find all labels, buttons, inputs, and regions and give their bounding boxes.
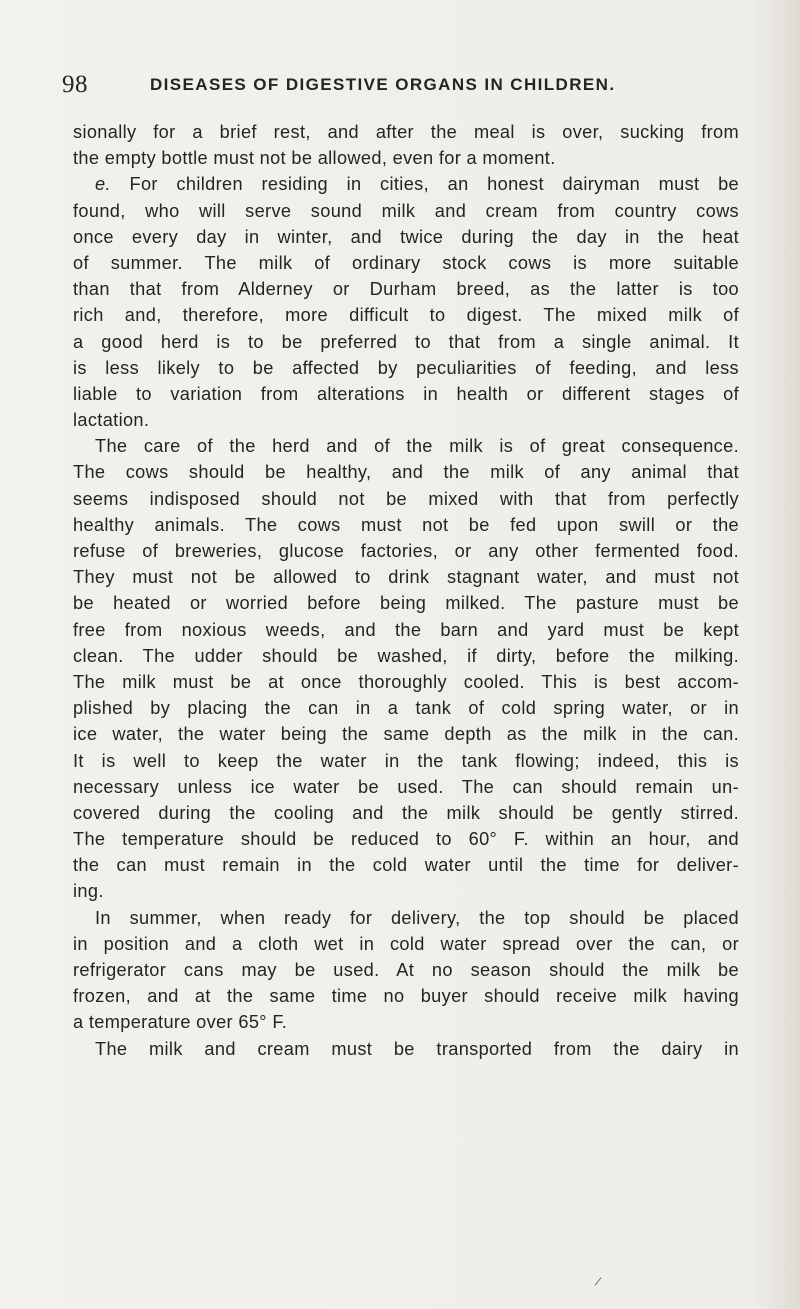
text-line (73, 1036, 739, 1062)
line-text: necessary unless ice water be used. The can should remain un- (73, 776, 739, 797)
line-text: The temperature should be reduced to 60° F. within an hour, and (73, 829, 739, 850)
line-text: once every day in winter, and twice during the day in the heat (73, 226, 739, 247)
line-text: found, who will serve sound milk and cream from country cows (73, 200, 739, 221)
page-edge-shadow (752, 0, 800, 1309)
text-line (73, 433, 739, 459)
line-text: lactation. (73, 410, 150, 431)
text-line (73, 852, 739, 878)
line-text: healthy animals. The cows must not be fed upon swill or the (73, 514, 739, 535)
text-line (73, 748, 739, 774)
text-line (73, 957, 739, 983)
line-text: The milk and cream must be transported from the dairy in (95, 1038, 739, 1059)
text-line (73, 590, 739, 616)
line-text: of summer. The milk of ordinary stock cows is more suitable (73, 252, 739, 273)
text-line (73, 145, 739, 171)
line-text: a temperature over 65° F. (73, 1012, 288, 1033)
text-line (73, 983, 739, 1009)
text-line (73, 538, 739, 564)
line-text: clean. The udder should be washed, if dirty, before the milking. (73, 645, 739, 666)
line-text: rich and, therefore, more difficult to digest. The mixed milk of (73, 305, 739, 326)
page-header (62, 70, 742, 100)
line-text: free from noxious weeds, and the barn and yard must be kept (73, 619, 739, 640)
line-text: be heated or worried before being milked. The pasture must be (73, 593, 739, 614)
text-line (73, 512, 739, 538)
text-line (73, 224, 739, 250)
line-text: ice water, the water being the same depth as the milk in the can. (73, 724, 739, 745)
line-text: than that from Alderney or Durham breed, as the latter is too (73, 279, 739, 300)
line-text: refuse of breweries, glucose factories, or any other fermented food. (73, 541, 739, 561)
text-line (73, 119, 739, 145)
text-line (73, 459, 739, 485)
text-line (73, 721, 739, 747)
text-line (73, 250, 739, 276)
text-line (73, 774, 739, 800)
text-line (73, 800, 739, 826)
text-line (73, 669, 739, 695)
line-text: ing. (73, 881, 104, 902)
page-number: 98 (62, 71, 88, 98)
text-line (73, 302, 739, 328)
line-text: the can must remain in the cold water until the time for deliver- (73, 855, 739, 876)
line-text: The care of the herd and of the milk is of great consequence. (95, 436, 739, 457)
line-text: liable to variation from alterations in health or different stages of (73, 383, 739, 404)
line-text: refrigerator cans may be used. At no season should the milk be (73, 960, 739, 980)
text-line (73, 329, 739, 355)
line-text: It is well to keep the water in the tank flowing; indeed, this is (73, 750, 739, 771)
line-text: seems indisposed should not be mixed with that from perfectly (73, 488, 739, 509)
line-text: The milk must be at once thoroughly cooled. This is best accom- (73, 671, 739, 692)
body-text (73, 119, 739, 1062)
text-line (73, 1009, 739, 1035)
text-line (73, 198, 739, 224)
line-text: frozen, and at the same time no buyer should receive milk having (73, 986, 739, 1007)
text-line (73, 617, 739, 643)
line-text: plished by placing the can in a tank of cold spring water, or in (73, 698, 739, 719)
line-text: The cows should be healthy, and the milk of any animal that (73, 462, 739, 483)
text-line (73, 878, 739, 904)
text-line (73, 695, 739, 721)
section-letter: e. (95, 174, 111, 195)
text-line (73, 381, 739, 407)
text-line (73, 564, 739, 590)
text-line (73, 931, 739, 957)
line-text: is less likely to be affected by peculiarities of feeding, and less (73, 357, 739, 378)
text-line (73, 905, 739, 931)
text-line (73, 355, 739, 381)
line-text: They must not be allowed to drink stagnant water, and must not (73, 567, 739, 588)
line-text: sionally for a brief rest, and after the meal is over, sucking from (73, 122, 739, 142)
text-line (73, 276, 739, 302)
line-text: For children residing in cities, an honest dairyman must be (110, 174, 739, 195)
text-line (73, 643, 739, 669)
line-text: the empty bottle must not be allowed, even for a moment. (73, 148, 556, 169)
print-mark (595, 1277, 606, 1289)
text-line (73, 407, 739, 433)
line-text: covered during the cooling and the milk should be gently stirred. (73, 802, 739, 823)
line-text: a good herd is to be preferred to that from a single animal. It (73, 331, 739, 352)
text-line (73, 171, 739, 197)
text-line (73, 486, 739, 512)
line-text: in position and a cloth wet in cold water spread over the can, or (73, 933, 739, 954)
running-title: DISEASES OF DIGESTIVE ORGANS IN CHILDREN. (150, 75, 616, 94)
text-line (73, 826, 739, 852)
line-text: In summer, when ready for delivery, the top should be placed (95, 907, 739, 928)
